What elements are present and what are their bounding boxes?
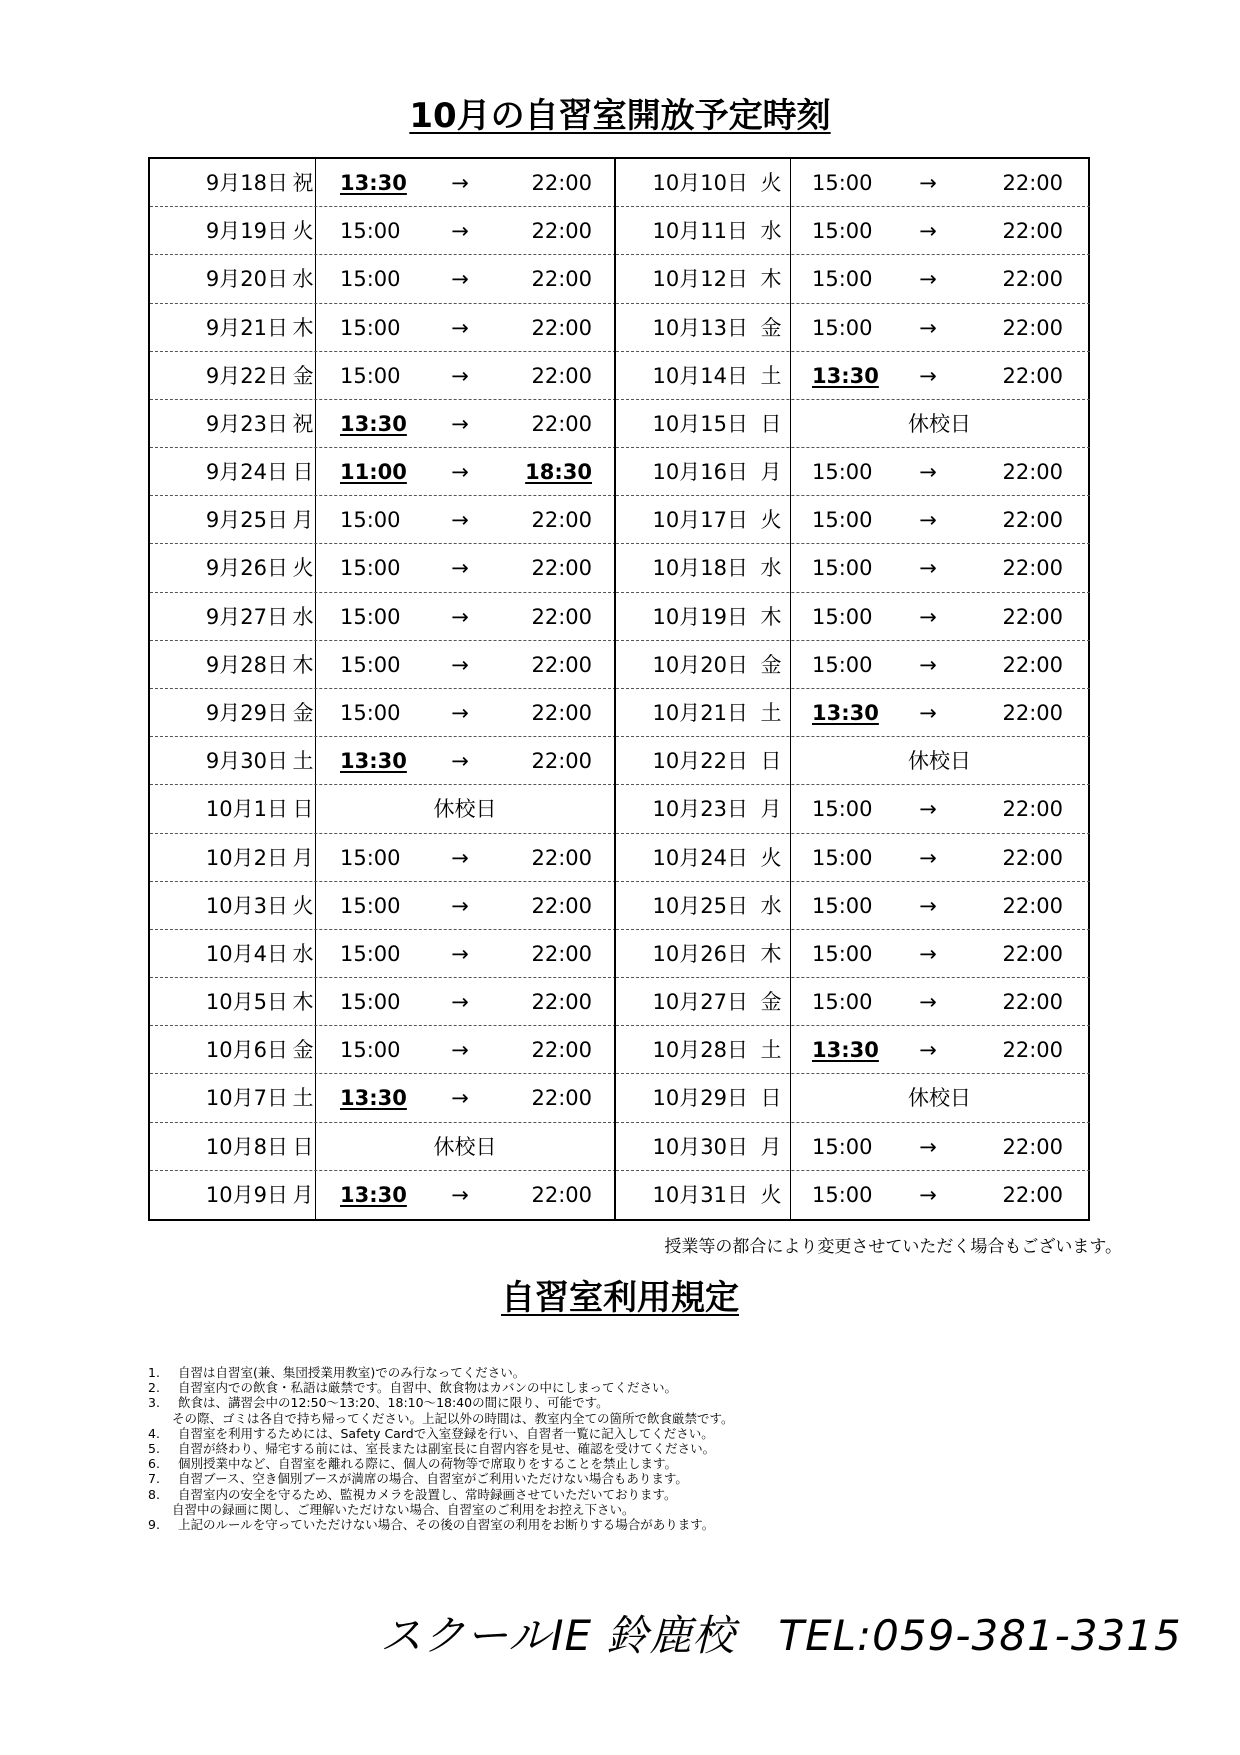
row-closed-label: 休校日 [433, 797, 497, 822]
rule-text: 自習室内の安全を守るため、監視カメラを設置し、常時録画させていただいております。 [178, 1486, 677, 1502]
arrow-icon: → [919, 701, 937, 725]
row-start-time: 15:00 [340, 267, 401, 292]
row-end-time: 22:00 [531, 701, 592, 725]
arrow-icon: → [919, 941, 937, 966]
schedule-row [150, 882, 616, 930]
row-weekday: 金 [292, 701, 314, 725]
arrow-icon: → [451, 460, 469, 485]
schedule-row [150, 978, 616, 1026]
row-weekday: 火 [760, 171, 782, 195]
arrow-icon: → [451, 604, 469, 629]
row-end-time: 22:00 [1002, 1134, 1063, 1159]
arrow-icon: → [451, 1182, 469, 1207]
arrow-icon: → [919, 171, 937, 195]
schedule-row [616, 352, 1090, 400]
arrow-icon: → [919, 508, 937, 533]
schedule-row [150, 1074, 616, 1122]
row-end-time: 22:00 [531, 508, 592, 533]
row-date: 9月26日 [205, 556, 288, 581]
row-start-time: 15:00 [340, 701, 401, 725]
row-date: 9月28日 [205, 652, 288, 677]
row-date: 10月23日 [652, 797, 748, 822]
rule-item [148, 1395, 1128, 1410]
schedule-row [616, 304, 1090, 352]
row-date: 10月27日 [652, 990, 748, 1015]
arrow-icon: → [451, 1086, 469, 1111]
row-end-time: 22:00 [531, 749, 592, 774]
row-weekday: 土 [292, 749, 314, 774]
row-end-time: 22:00 [1002, 267, 1063, 292]
arrow-icon: → [919, 845, 937, 870]
row-start-time: 13:30 [812, 363, 879, 388]
row-weekday: 日 [760, 411, 782, 436]
rule-item [148, 1426, 1128, 1441]
row-weekday: 月 [760, 460, 782, 485]
schedule-row [150, 255, 616, 303]
row-date: 10月18日 [652, 556, 748, 581]
row-weekday: 火 [292, 556, 314, 581]
row-date: 10月17日 [652, 508, 748, 533]
row-closed-label: 休校日 [433, 1134, 497, 1159]
rule-text: 自習室を利用するためには、Safety Cardで入室登録を行い、自習者一覧に記入してください。 [178, 1425, 714, 1441]
row-date: 10月12日 [652, 267, 748, 292]
arrow-icon: → [919, 604, 937, 629]
row-start-time: 13:30 [340, 1086, 407, 1111]
row-start-time: 15:00 [812, 171, 873, 195]
arrow-icon: → [919, 460, 937, 485]
row-weekday: 木 [292, 315, 314, 340]
row-end-time: 22:00 [531, 411, 592, 436]
row-date: 10月4日 [205, 941, 288, 966]
row-start-time: 15:00 [340, 941, 401, 966]
row-weekday: 金 [292, 363, 314, 388]
row-start-time: 13:30 [340, 749, 407, 774]
arrow-icon: → [451, 941, 469, 966]
row-start-time: 15:00 [340, 219, 401, 244]
rule-item [148, 1456, 1128, 1471]
schedule-row [616, 737, 1090, 785]
schedule-row [150, 159, 616, 207]
row-end-time: 22:00 [531, 556, 592, 581]
row-weekday: 月 [292, 508, 314, 533]
row-date: 10月22日 [652, 749, 748, 774]
row-date: 10月6日 [205, 1038, 288, 1063]
row-start-time: 15:00 [340, 556, 401, 581]
arrow-icon: → [919, 219, 937, 244]
row-weekday: 火 [760, 845, 782, 870]
row-start-time: 15:00 [340, 363, 401, 388]
row-weekday: 水 [292, 941, 314, 966]
row-end-time: 22:00 [531, 652, 592, 677]
schedule-row [150, 1171, 616, 1219]
row-start-time: 13:30 [340, 171, 407, 195]
schedule-row [150, 834, 616, 882]
rule-number: 6. [148, 1456, 160, 1472]
row-weekday: 火 [292, 893, 314, 918]
schedule-row [616, 207, 1090, 255]
schedule-row [150, 641, 616, 689]
rule-text: 上記のルールを守っていただけない場合、その後の自習室の利用をお断りする場合があります。 [178, 1516, 715, 1532]
rule-item [148, 1411, 1128, 1426]
rule-item [148, 1487, 1128, 1502]
row-weekday: 水 [760, 219, 782, 244]
rule-text: その際、ゴミは各自で持ち帰ってください。上記以外の時間は、教室内全ての箇所で飲食厳禁です。 [172, 1410, 734, 1426]
row-weekday: 木 [292, 990, 314, 1015]
row-end-time: 22:00 [531, 941, 592, 966]
row-weekday: 日 [760, 1086, 782, 1111]
row-date: 9月25日 [205, 508, 288, 533]
rule-number: 3. [148, 1395, 160, 1411]
schedule-row [150, 593, 616, 641]
row-weekday: 土 [760, 363, 782, 388]
rules-list [148, 1365, 1128, 1532]
row-start-time: 15:00 [812, 604, 873, 629]
arrow-icon: → [451, 171, 469, 195]
schedule-row [616, 1171, 1090, 1219]
arrow-icon: → [919, 797, 937, 822]
row-end-time: 22:00 [1002, 556, 1063, 581]
row-date: 10月24日 [652, 845, 748, 870]
schedule-row [616, 1074, 1090, 1122]
row-date: 10月5日 [205, 990, 288, 1015]
row-date: 10月21日 [652, 701, 748, 725]
row-start-time: 15:00 [812, 267, 873, 292]
row-weekday: 金 [760, 990, 782, 1015]
row-end-time: 22:00 [1002, 219, 1063, 244]
schedule-row [616, 641, 1090, 689]
arrow-icon: → [919, 1182, 937, 1207]
arrow-icon: → [919, 556, 937, 581]
rule-number: 7. [148, 1471, 160, 1487]
row-start-time: 15:00 [812, 797, 873, 822]
row-date: 10月7日 [205, 1086, 288, 1111]
schedule-row [150, 930, 616, 978]
row-date: 10月9日 [205, 1182, 288, 1207]
row-date: 9月24日 [205, 460, 288, 485]
row-start-time: 15:00 [812, 508, 873, 533]
arrow-icon: → [451, 893, 469, 918]
row-end-time: 22:00 [531, 363, 592, 388]
row-end-time: 22:00 [1002, 845, 1063, 870]
row-start-time: 15:00 [340, 315, 401, 340]
row-end-time: 22:00 [531, 990, 592, 1015]
row-start-time: 13:30 [340, 411, 407, 436]
row-end-time: 22:00 [1002, 171, 1063, 195]
row-end-time: 22:00 [1002, 460, 1063, 485]
row-start-time: 13:30 [812, 1038, 879, 1063]
schedule-row [150, 496, 616, 544]
row-date: 10月31日 [652, 1182, 748, 1207]
row-end-time: 22:00 [531, 1182, 592, 1207]
rule-number: 9. [148, 1516, 160, 1532]
row-start-time: 13:30 [340, 1182, 407, 1207]
row-date: 10月20日 [652, 652, 748, 677]
row-weekday: 月 [760, 797, 782, 822]
row-end-time: 22:00 [1002, 1182, 1063, 1207]
row-weekday: 日 [760, 749, 782, 774]
schedule-note: 授業等の都合により変更させていただく場合もございます。 [664, 1237, 1122, 1257]
row-end-time: 22:00 [531, 315, 592, 340]
schedule-row [616, 882, 1090, 930]
school-contact: スクールIE 鈴鹿校 TEL:059-381-3315 [380, 1611, 1182, 1660]
row-weekday: 土 [760, 1038, 782, 1063]
row-weekday: 火 [760, 1182, 782, 1207]
row-end-time: 22:00 [1002, 604, 1063, 629]
row-weekday: 月 [292, 845, 314, 870]
row-weekday: 水 [760, 893, 782, 918]
row-weekday: 金 [292, 1038, 314, 1063]
rule-text: 自習は自習室(兼、集団授業用教室)でのみ行なってください。 [178, 1365, 526, 1380]
row-end-time: 22:00 [531, 171, 592, 195]
row-date: 10月16日 [652, 460, 748, 485]
row-start-time: 15:00 [812, 1134, 873, 1159]
row-date: 9月29日 [205, 701, 288, 725]
row-end-time: 22:00 [1002, 941, 1063, 966]
schedule-left-column [150, 159, 616, 1219]
row-weekday: 火 [760, 508, 782, 533]
row-start-time: 15:00 [812, 990, 873, 1015]
row-start-time: 15:00 [812, 460, 873, 485]
row-end-time: 22:00 [1002, 893, 1063, 918]
arrow-icon: → [919, 315, 937, 340]
schedule-row [150, 544, 616, 592]
row-end-time: 22:00 [531, 604, 592, 629]
row-date: 10月13日 [652, 315, 748, 340]
row-weekday: 土 [292, 1086, 314, 1111]
rule-item [148, 1365, 1128, 1380]
row-end-time: 22:00 [531, 1038, 592, 1063]
schedule-row [616, 496, 1090, 544]
rule-text: 自習室内での飲食・私語は厳禁です。自習中、飲食物はカバンの中にしまってください。 [178, 1380, 678, 1396]
rule-item [148, 1517, 1128, 1532]
schedule-row [150, 448, 616, 496]
schedule-row [150, 207, 616, 255]
row-start-time: 15:00 [340, 990, 401, 1015]
arrow-icon: → [919, 1038, 937, 1063]
row-start-time: 15:00 [340, 1038, 401, 1063]
row-date: 10月30日 [652, 1134, 748, 1159]
row-end-time: 22:00 [1002, 990, 1063, 1015]
schedule-row [616, 400, 1090, 448]
arrow-icon: → [451, 363, 469, 388]
arrow-icon: → [451, 267, 469, 292]
schedule-row [150, 1026, 616, 1074]
row-date: 9月21日 [205, 315, 288, 340]
row-weekday: 火 [292, 219, 314, 244]
row-date: 10月15日 [652, 411, 748, 436]
schedule-row [150, 1123, 616, 1171]
row-date: 10月28日 [652, 1038, 748, 1063]
row-date: 9月19日 [205, 219, 288, 244]
row-start-time: 15:00 [812, 941, 873, 966]
row-closed-label: 休校日 [908, 1086, 971, 1111]
arrow-icon: → [919, 1134, 937, 1159]
row-date: 10月25日 [652, 893, 748, 918]
row-date: 9月20日 [205, 267, 288, 292]
rule-number: 2. [148, 1380, 160, 1396]
schedule-row [616, 689, 1090, 737]
row-date: 10月8日 [205, 1134, 288, 1159]
row-end-time: 22:00 [1002, 363, 1063, 388]
arrow-icon: → [919, 267, 937, 292]
arrow-icon: → [451, 556, 469, 581]
schedule-row [150, 352, 616, 400]
row-end-time: 18:30 [525, 460, 592, 485]
rule-text: 飲食は、講習会中の12:50～13:20、18:10～18:40の間に限り、可能です。 [178, 1395, 609, 1411]
arrow-icon: → [451, 315, 469, 340]
row-end-time: 22:00 [1002, 1038, 1063, 1063]
schedule-row [150, 785, 616, 833]
row-weekday: 水 [292, 604, 314, 629]
row-end-time: 22:00 [1002, 701, 1063, 725]
rule-item [148, 1471, 1128, 1486]
row-weekday: 月 [760, 1134, 782, 1159]
row-weekday: 祝 [292, 171, 314, 195]
row-start-time: 13:30 [812, 701, 879, 725]
page-title: 10月の自習室開放予定時刻 [409, 96, 831, 136]
rule-text: 個別授業中など、自習室を離れる際に、個人の荷物等で席取りをすることを禁止します。 [178, 1456, 678, 1472]
row-date: 10月29日 [652, 1086, 748, 1111]
schedule-row [150, 400, 616, 448]
schedule-row [616, 1123, 1090, 1171]
arrow-icon: → [451, 845, 469, 870]
row-weekday: 金 [760, 652, 782, 677]
row-start-time: 15:00 [340, 893, 401, 918]
arrow-icon: → [919, 652, 937, 677]
schedule-row [616, 544, 1090, 592]
row-weekday: 土 [760, 701, 782, 725]
row-end-time: 22:00 [1002, 797, 1063, 822]
row-date: 10月14日 [652, 363, 748, 388]
row-weekday: 水 [760, 556, 782, 581]
row-date: 10月3日 [205, 893, 288, 918]
row-start-time: 15:00 [340, 652, 401, 677]
schedule-table [148, 157, 1090, 1221]
row-end-time: 22:00 [531, 1086, 592, 1111]
row-weekday: 日 [292, 797, 314, 822]
arrow-icon: → [919, 893, 937, 918]
row-weekday: 日 [292, 1134, 314, 1159]
row-date: 9月27日 [205, 604, 288, 629]
row-start-time: 15:00 [812, 845, 873, 870]
schedule-row [616, 1026, 1090, 1074]
rule-number: 4. [148, 1425, 160, 1441]
row-end-time: 22:00 [531, 219, 592, 244]
row-weekday: 金 [760, 315, 782, 340]
row-date: 10月19日 [652, 604, 748, 629]
schedule-row [616, 978, 1090, 1026]
schedule-row [616, 593, 1090, 641]
rule-text: 自習が終わり、帰宅する前には、室長または副室長に自習内容を見せ、確認を受けてください。 [178, 1440, 716, 1456]
schedule-row [616, 448, 1090, 496]
arrow-icon: → [919, 990, 937, 1015]
row-weekday: 水 [292, 267, 314, 292]
row-date: 9月23日 [205, 411, 288, 436]
rule-text: 自習中の録画に関し、ご理解いただけない場合、自習室のご利用をお控え下さい。 [172, 1501, 635, 1517]
rule-number: 5. [148, 1440, 160, 1456]
row-end-time: 22:00 [531, 845, 592, 870]
row-date: 9月30日 [205, 749, 288, 774]
arrow-icon: → [451, 411, 469, 436]
row-date: 10月10日 [652, 171, 748, 195]
row-start-time: 15:00 [812, 1182, 873, 1207]
row-date: 10月2日 [205, 845, 288, 870]
row-start-time: 15:00 [812, 219, 873, 244]
rule-item [148, 1380, 1128, 1395]
row-closed-label: 休校日 [908, 411, 971, 436]
arrow-icon: → [451, 508, 469, 533]
schedule-row [150, 304, 616, 352]
row-weekday: 木 [292, 652, 314, 677]
arrow-icon: → [451, 701, 469, 725]
row-start-time: 15:00 [340, 845, 401, 870]
row-date: 10月26日 [652, 941, 748, 966]
row-start-time: 11:00 [340, 460, 407, 485]
schedule-row [616, 255, 1090, 303]
row-start-time: 15:00 [340, 604, 401, 629]
schedule-row [616, 159, 1090, 207]
row-end-time: 22:00 [1002, 652, 1063, 677]
arrow-icon: → [451, 1038, 469, 1063]
row-end-time: 22:00 [1002, 508, 1063, 533]
schedule-row [150, 689, 616, 737]
schedule-row [616, 834, 1090, 882]
row-start-time: 15:00 [812, 315, 873, 340]
schedule-right-column [614, 159, 1090, 1219]
row-end-time: 22:00 [531, 267, 592, 292]
row-closed-label: 休校日 [908, 749, 971, 774]
arrow-icon: → [451, 749, 469, 774]
rule-item [148, 1502, 1128, 1517]
row-start-time: 15:00 [812, 893, 873, 918]
row-date: 9月22日 [205, 363, 288, 388]
schedule-row [616, 785, 1090, 833]
rule-text: 自習ブース、空き個別ブースが満席の場合、自習室がご利用いただけない場合もあります。 [178, 1471, 688, 1487]
row-date: 10月1日 [205, 797, 288, 822]
row-weekday: 木 [760, 941, 782, 966]
row-date: 10月11日 [652, 219, 748, 244]
row-end-time: 22:00 [531, 893, 592, 918]
row-start-time: 15:00 [812, 652, 873, 677]
arrow-icon: → [451, 990, 469, 1015]
arrow-icon: → [919, 363, 937, 388]
arrow-icon: → [451, 652, 469, 677]
row-weekday: 木 [760, 267, 782, 292]
schedule-row [616, 930, 1090, 978]
row-weekday: 祝 [292, 411, 314, 436]
schedule-row [150, 737, 616, 785]
row-end-time: 22:00 [1002, 315, 1063, 340]
rule-item [148, 1441, 1128, 1456]
row-date: 9月18日 [205, 171, 288, 195]
row-weekday: 木 [760, 604, 782, 629]
row-start-time: 15:00 [812, 556, 873, 581]
row-weekday: 月 [292, 1182, 314, 1207]
rule-number: 8. [148, 1486, 160, 1502]
rules-title: 自習室利用規定 [501, 1278, 739, 1318]
arrow-icon: → [451, 219, 469, 244]
row-weekday: 日 [292, 460, 314, 485]
row-start-time: 15:00 [340, 508, 401, 533]
rule-number: 1. [148, 1365, 160, 1380]
